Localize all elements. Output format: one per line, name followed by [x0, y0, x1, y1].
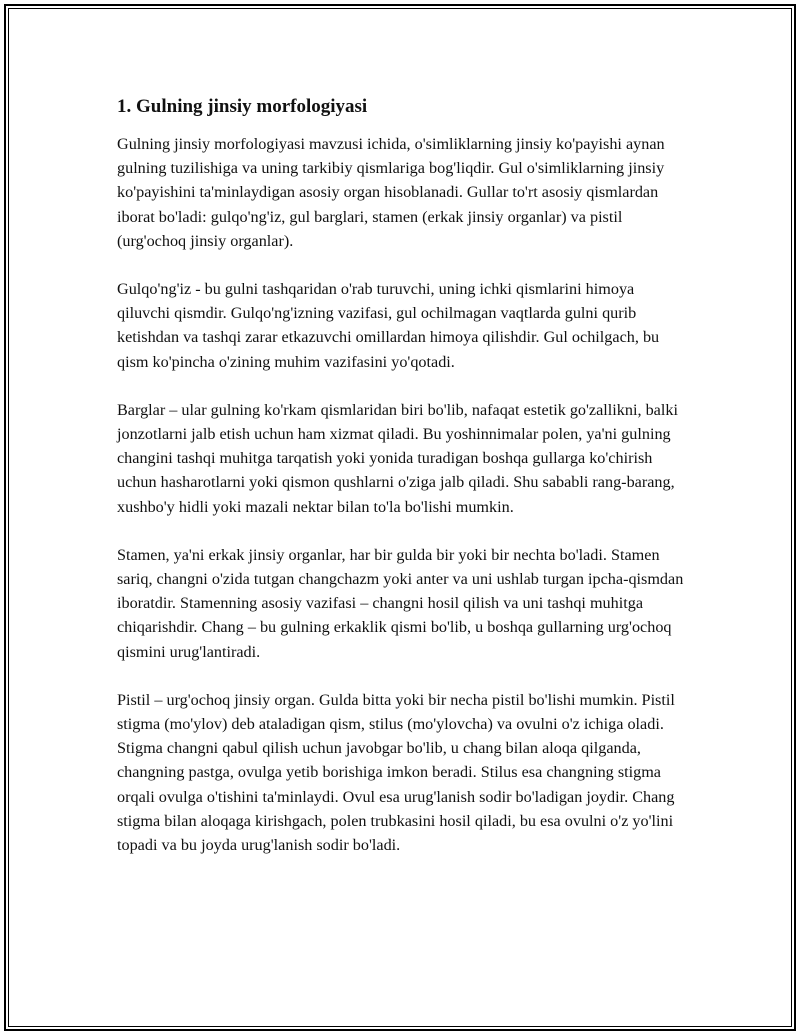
paragraph-pistil: Pistil – urg'ochoq jinsiy organ. Gulda bitta yoki bir necha pistil bo'lishi mumkin. Pistil stigma (mo'ylov) deb ataladigan qism, stilus (mo'ylovcha) va ovulni o'z ichiga oladi. Stigma changni qabul qilish uchun javobgar bo'lib, u chang bilan aloqa qilganda, changning pastga, ovulga yetib borishiga imkon beradi. Stilus esa changning stigma orqali ovulga o'tishini ta'minlaydi. Ovul esa urug'lanish sodir bo'ladigan joydir. Chang stigma bilan aloqaga kirishgach, polen trubkasini hosil qiladi, bu esa ovulni o'z yo'lini topadi va bu joyda urug'lanish sodir bo'ladi. — [117, 690, 675, 855]
paragraph-barglar: Barglar – ular gulning ko'rkam qismlaridan biri bo'lib, nafaqat estetik go'zallikni, balki jonzotlarni jalb etish uchun ham xizmat qiladi. Bu yoshinnimalar polen, ya'ni gulning changini tashqi muhitga tarqatish yoki yonida turadigan boshqa gullarga ko'chirish uchun hasharotlarni yoki qismon qushlarni o'ziga jalb qiladi. Shu sababli rang-barang, xushbo'y hidli yoki mazali nektar bilan to'la bo'lishi mumkin. — [117, 400, 678, 516]
paragraph-stamen: Stamen, ya'ni erkak jinsiy organlar, har bir gulda bir yoki bir nechta bo'ladi. Stamen sariq, changni o'zida tutgan changchazm yoki anter va uni ushlab turgan ipcha-qismdan iboratdir. Stamenning asosiy vazifasi – changni hosil qilish va uni tashqi muhitga chiqarishdir. Chang – bu gulning erkaklik qismi bo'lib, u boshqa gullarning urg'ochoq qismini urug'lantiradi. — [117, 545, 684, 661]
paragraph-gulqongiz: Gulqo'ng'iz - bu gulni tashqaridan o'rab turuvchi, uning ichki qismlarini himoya qiluvchi qismdir. Gulqo'ng'izning vazifasi, gul ochilmagan vaqtlarda gulni qurib ketishdan va tashqi zarar etkazuvchi omillardan himoya qilishdir. Gul ochilgach, bu qism ko'pincha o'zining muhim vazifasini yo'qotadi. — [117, 280, 660, 371]
section-title: 1. Gulning jinsiy morfologiyasi — [117, 96, 368, 117]
document-body — [117, 94, 689, 881]
paragraph-intro: Gulning jinsiy morfologiyasi mavzusi ichida, o'simliklarning jinsiy ko'payishi aynan gulning tuzilishiga va uning tarkibiy qismlariga bog'liqdir. Gul o'simliklarning jinsiy ko'payishini ta'minlaydigan asosiy organ hisoblanadi. Gullar to'rt asosiy qismlardan iborat bo'ladi: gulqo'ng'iz, gul barglari, stamen (erkak jinsiy organlar) va pistil (urg'ochoq jinsiy organlar). — [117, 135, 665, 250]
